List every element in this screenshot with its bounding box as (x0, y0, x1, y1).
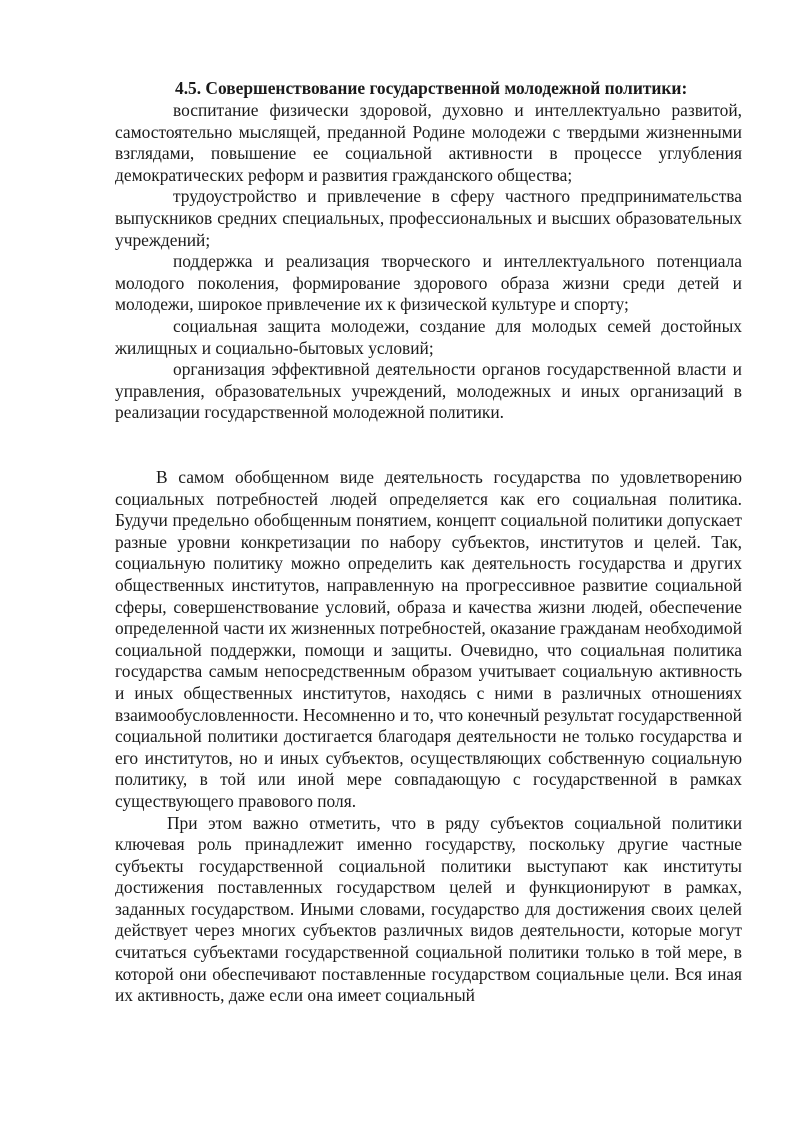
list-item: трудоустройство и привлечение в сферу частного предпринимательства выпускников средних специальных, профессиональных и высших образовательных учреждений; (115, 186, 742, 250)
body-paragraph: В самом обобщенном виде деятельность государства по удовлетворению социальных потребностей людей определяется как его социальная политика. Будучи предельно обобщенным понятием, концепт социальной политики допускает разные уровни конкретизации по набору субъектов, институтов и целей. Так, социальную политику можно определить как деятельность государства и других общественных институтов, направленную на прогрессивное развитие социальной сферы, совершенствование условий, образа и качества жизни людей, обеспечение определенной части их жизненных потребностей, оказание гражданам необходимой социальной поддержки, помощи и защиты. Очевидно, что социальная политика государства самым непосредственным образом учитывает социальную активность и иных общественных институтов, находясь с ними в различных отношениях взаимообусловленности. Несомненно и то, что конечный результат государственной социальной политики достигается благодаря деятельности не только государства и его институтов, но и иных субъектов, осуществляющих собственную социальную политику, в той или иной мере совпадающую с государственной в рамках существующего правового поля. (115, 467, 742, 811)
policy-list (115, 100, 742, 424)
body-text (115, 467, 742, 1007)
list-item: поддержка и реализация творческого и интеллектуального потенциала молодого поколения, формирование здорового образа жизни среди детей и молодежи, широкое привлечение их к физической культуре и спорту; (115, 251, 742, 315)
body-paragraph: При этом важно отметить, что в ряду субъектов социальной политики ключевая роль принадлежит именно государству, поскольку другие частные субъекты государственной социальной политики выступают как институты достижения поставленных государством целей и функционируют в рамках, заданных государством. Иными словами, государство для достижения своих целей действует через многих субъектов различных видов деятельности, которые могут считаться субъектами государственной социальной политики только в той мере, в которой они обеспечивают поставленные государством социальные цели. Вся иная их активность, даже если она имеет социальный (115, 812, 742, 1006)
section-heading: 4.5. Совершенствование государственной молодежной политики: (175, 78, 688, 98)
list-item: социальная защита молодежи, создание для молодых семей достойных жилищных и социально-бытовых условий; (115, 315, 742, 358)
list-item: организация эффективной деятельности органов государственной власти и управления, образовательных учреждений, молодежных и иных организаций в реализации государственной молодежной политики. (115, 359, 742, 423)
list-item: воспитание физически здоровой, духовно и интеллектуально развитой, самостоятельно мыслящей, преданной Родине молодежи с твердыми жизненными взглядами, повышение ее социальной активности в процессе углубления демократических реформ и развития гражданского общества; (115, 100, 742, 185)
